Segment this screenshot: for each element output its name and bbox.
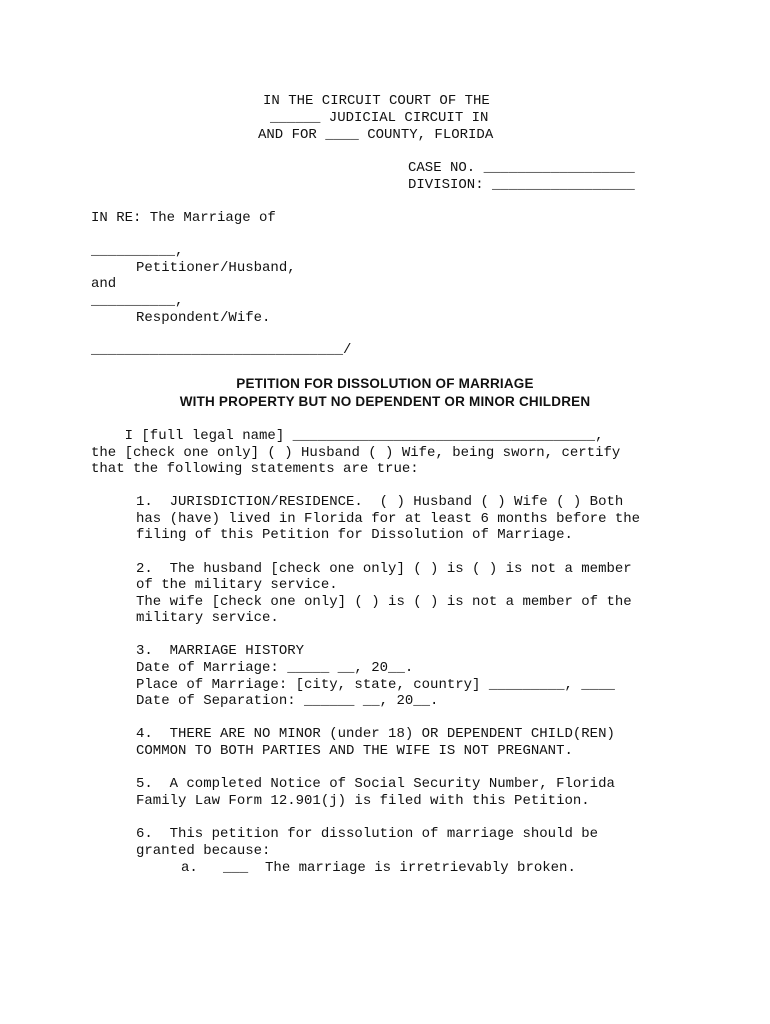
intro-line-3: that the following statements are true:: [91, 461, 419, 477]
section-2-line-3: The wife [check one only] ( ) is ( ) is not a member of the: [136, 594, 632, 610]
intro-line-1: I [full legal name] ____________________________________,: [91, 428, 604, 444]
case-number: CASE NO. __________________: [408, 160, 635, 176]
in-re-line: IN RE: The Marriage of: [91, 210, 276, 226]
section-6-line-1: 6. This petition for dissolution of marriage should be: [136, 826, 599, 842]
section-1-line-2: has (have) lived in Florida for at least 6 months before the: [136, 511, 641, 527]
place-of-marriage: Place of Marriage: [city, state, country] _________, ____: [136, 677, 615, 693]
respondent-blank: __________,: [91, 293, 184, 309]
intro-line-2: the [check one only] ( ) Husband ( ) Wife, being sworn, certify: [91, 445, 621, 461]
and-text: and: [91, 276, 117, 292]
court-header-line-2: ______ JUDICIAL CIRCUIT IN: [270, 110, 489, 126]
court-header-line-3: AND FOR ____ COUNTY, FLORIDA: [258, 127, 494, 143]
petition-title-line-2: WITH PROPERTY BUT NO DEPENDENT OR MINOR CHILDREN: [179, 394, 591, 409]
section-2-line-2: of the military service.: [136, 577, 338, 593]
caption-signature-line: ______________________________/: [91, 342, 352, 358]
section-6-item-a: a. ___ The marriage is irretrievably broken.: [181, 860, 576, 876]
section-3-heading: 3. MARRIAGE HISTORY: [136, 643, 305, 659]
section-6-line-2: granted because:: [136, 843, 271, 859]
petitioner-label: Petitioner/Husband,: [136, 260, 296, 276]
date-of-separation: Date of Separation: ______ __, 20__.: [136, 693, 439, 709]
petition-title-line-1: PETITION FOR DISSOLUTION OF MARRIAGE: [236, 376, 534, 391]
date-of-marriage: Date of Marriage: _____ __, 20__.: [136, 660, 414, 676]
section-1-line-1: 1. JURISDICTION/RESIDENCE. ( ) Husband ( ) Wife ( ) Both: [136, 494, 624, 510]
court-header-line-1: IN THE CIRCUIT COURT OF THE: [263, 93, 490, 109]
section-2-line-4: military service.: [136, 610, 279, 626]
section-5-line-2: Family Law Form 12.901(j) is filed with this Petition.: [136, 793, 590, 809]
section-1-line-3: filing of this Petition for Dissolution of Marriage.: [136, 527, 573, 543]
section-5-line-1: 5. A completed Notice of Social Security Number, Florida: [136, 776, 615, 792]
section-2-line-1: 2. The husband [check one only] ( ) is ( ) is not a member: [136, 561, 632, 577]
petitioner-blank: __________,: [91, 243, 184, 259]
division: DIVISION: _________________: [408, 177, 635, 193]
respondent-label: Respondent/Wife.: [136, 310, 271, 326]
section-4-line-2: COMMON TO BOTH PARTIES AND THE WIFE IS NOT PREGNANT.: [136, 743, 573, 759]
section-4-line-1: 4. THERE ARE NO MINOR (under 18) OR DEPENDENT CHILD(REN): [136, 726, 615, 742]
